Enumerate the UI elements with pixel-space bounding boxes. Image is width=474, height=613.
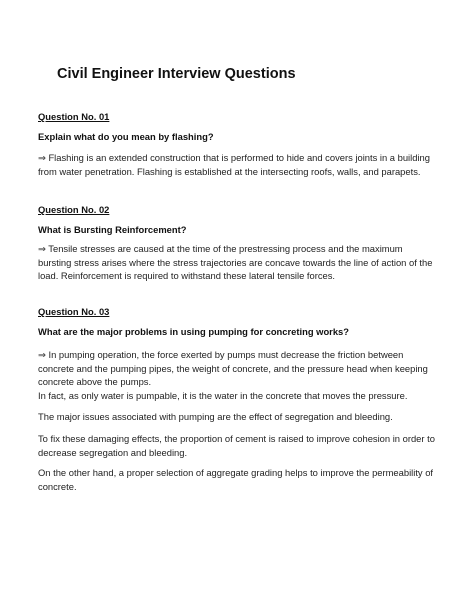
answer-line: ⇒ In pumping operation, the force exerted by pumps must decrease the friction between [38,349,404,360]
question-3-paragraph [38,410,448,424]
question-3-paragraph [38,432,448,459]
question-3-paragraph [38,466,448,493]
question-3-paragraph [38,389,448,403]
question-3-heading: Question No. 03 [38,306,110,317]
question-1-answer [38,151,448,178]
answer-line: concrete and the pumping pipes, the weight of concrete, and the pressure head when keeping [38,362,428,374]
paragraph-line: On the other hand, a proper selection of aggregate grading helps to improve the permeability of [38,467,434,478]
question-2-heading: Question No. 02 [38,204,110,215]
answer-line: load. Reinforcement is required to withstand these lateral tensile forces. [38,270,336,282]
paragraph-line: concrete. [38,480,77,492]
document-title: Civil Engineer Interview Questions [57,66,296,82]
paragraph-line: To fix these damaging effects, the proportion of cement is raised to improve cohesion in order to [38,433,435,444]
answer-line: concrete above the pumps. [38,376,152,388]
question-1-heading: Question No. 01 [38,111,110,122]
paragraph-line: The major issues associated with pumping are the effect of segregation and bleeding. [38,411,393,422]
question-2-answer [38,242,448,283]
question-2-text: What is Bursting Reinforcement? [38,224,187,235]
answer-line: from water penetration. Flashing is established at the intersecting roofs, walls, and parapets. [38,165,421,177]
answer-line: bursting stress arises where the stress trajectories are concave towards the line of action of the [38,256,433,268]
answer-line: ⇒ Flashing is an extended construction that is performed to hide and covers joints in a building [38,152,430,163]
question-1-text: Explain what do you mean by flashing? [38,131,214,142]
answer-line: ⇒ Tensile stresses are caused at the time of the prestressing process and the maximum [38,243,403,254]
paragraph-line: In fact, as only water is pumpable, it is the water in the concrete that moves the pressure. [38,390,408,401]
question-3-answer [38,348,448,389]
paragraph-line: decrease segregation and bleeding. [38,446,188,458]
question-3-text: What are the major problems in using pumping for concreting works? [38,326,349,337]
